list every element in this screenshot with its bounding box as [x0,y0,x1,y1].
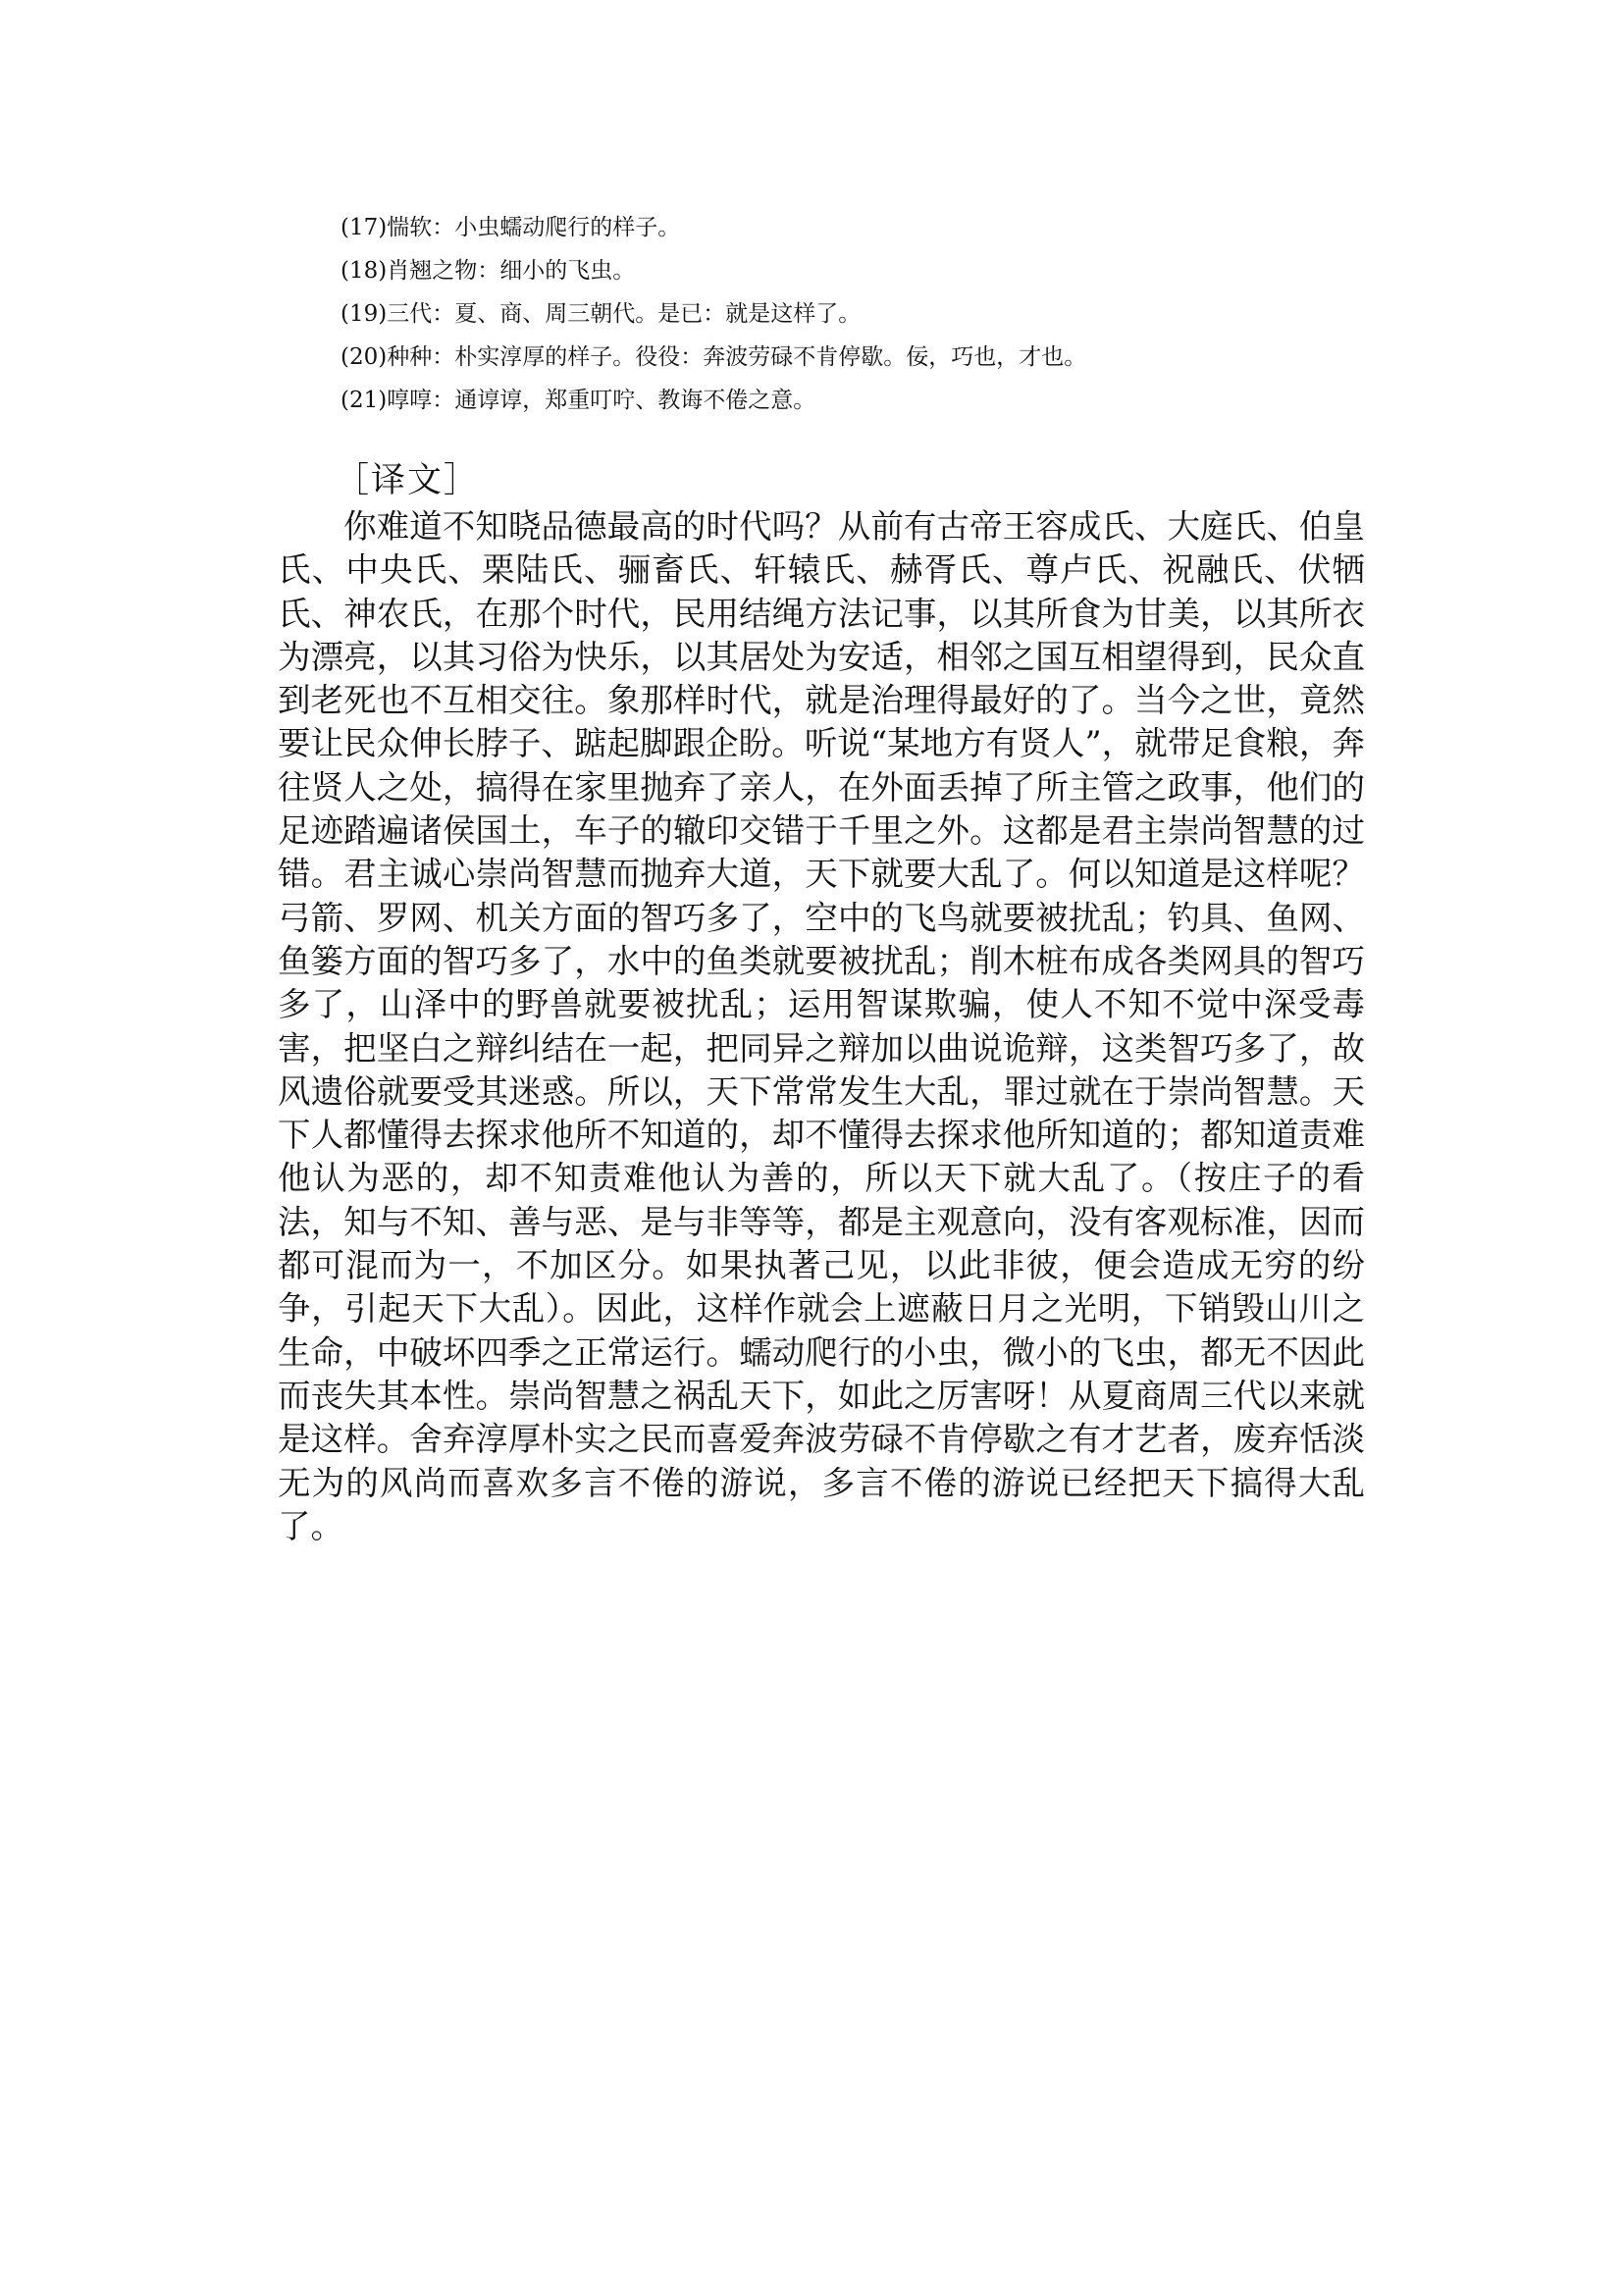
translation-heading: ［译文］ [335,461,481,500]
footnote-17: (17)惴软：小虫蠕动爬行的样子。 [341,215,681,240]
translation-paragraph: 你难道不知晓品德最高的时代吗？从前有古帝王容成氏、大庭氏、伯皇氏、中央氏、栗陆氏、骊畜氏、轩辕氏、赫胥氏、尊卢氏、祝融氏、伏牺氏、神农氏，在那个时代，民用结绳方法记事，以其所食为甘美，以其所衣为漂亮，以其习俗为快乐，以其居处为安适，相邻之国互相望得到，民众直到老死也不互相交往。象那样时代，就是治理得最好的了。当今之世，竟然要让民众伸长脖子、踮起脚跟企盼。听说“某地方有贤人”，就带足食粮，奔往贤人之处，搞得在家里抛弃了亲人，在外面丢掉了所主管之政事，他们的足迹踏遍诸侯国土，车子的辙印交错于千里之外。这都是君主崇尚智慧的过错。君主诚心崇尚智慧而抛弃大道，天下就要大乱了。何以知道是这样呢？弓箭、罗网、机关方面的智巧多了，空中的飞鸟就要被扰乱；钓具、鱼网、鱼篓方面的智巧多了，水中的鱼类就要被扰乱；削木桩布成各类网具的智巧多了，山泽中的野兽就要被扰乱；运用智谋欺骗，使人不知不觉中深受毒害，把坚白之辩纠结在一起，把同异之辩加以曲说诡辩，这类智巧多了，故风遗俗就要受其迷惑。所以，天下常常发生大乱，罪过就在于崇尚智慧。天下人都懂得去探求他所不知道的，却不懂得去探求他所知道的；都知道责难他认为恶的，却不知责难他认为善的，所以天下就大乱了。（按庄子的看法，知与不知、善与恶、是与非等等，都是主观意向，没有客观标准，因而都可混而为一，不加区分。如果执著己见，以此非彼，便会造成无穷的纷争，引起天下大乱）。因此，这样作就会上遮蔽日月之光明，下销毁山川之生命，中破坏四季之正常运行。蠕动爬行的小虫，微小的飞虫，都无不因此而丧失其本性。崇尚智慧之祸乱天下，如此之厉害呀！从夏商周三代以来就是这样。舍弃淳厚朴实之民而喜爱奔波劳碌不肯停歇之有才艺者，废弃恬淡无为的风尚而喜欢多言不倦的游说，多言不倦的游说已经把天下搞得大乱了。 [278,507,1365,1545]
footnote-18: (18)肖翘之物：细小的飞虫。 [341,258,636,284]
footnote-19: (19)三代：夏、商、周三朝代。是已：就是这样了。 [341,301,862,327]
footnotes-list [341,206,1371,422]
footnote-20: (20)种种：朴实淳厚的样子。役役：奔波劳碌不肯停歇。佞，巧也，才也。 [341,344,1087,370]
footnote-21: (21)啍啍：通谆谆，郑重叮咛、教诲不倦之意。 [341,388,816,413]
